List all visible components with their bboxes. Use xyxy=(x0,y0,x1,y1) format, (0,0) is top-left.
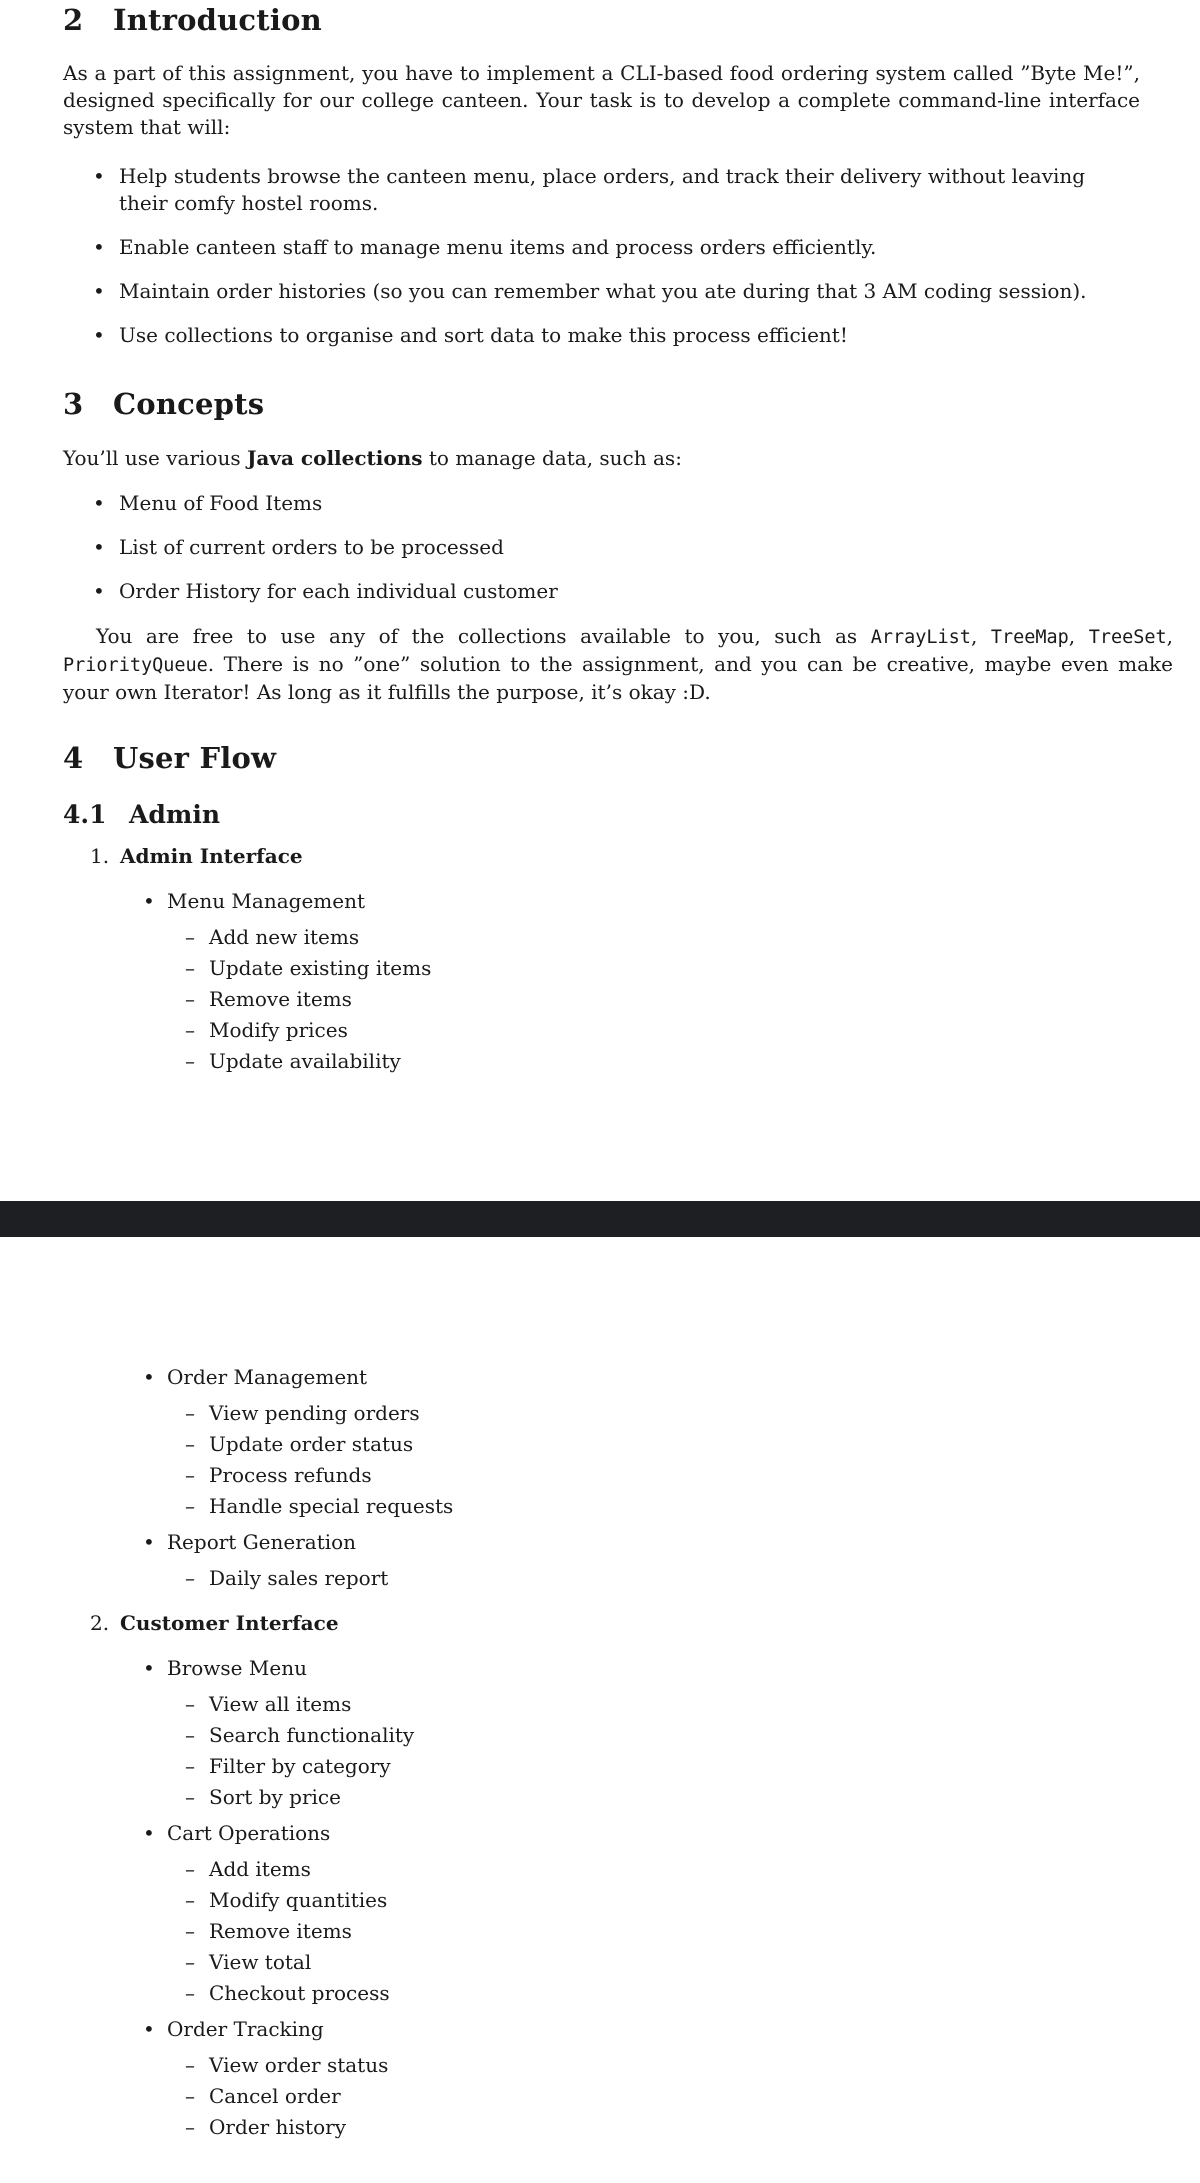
introduction-paragraph: As a part of this assignment, you have to implement a CLI-based food ordering system called ”Byte Me!”, designed specifically for our college canteen. Your task is to develop a complete command-line interface system that will: xyxy=(63,61,1140,139)
concepts-lead-emphasis: Java collections xyxy=(246,446,423,470)
list-item: – View order status xyxy=(63,2050,1140,2081)
code-treeset: TreeSet xyxy=(1088,627,1167,648)
list-item: • Maintain order histories (so you can remember what you ate during that 3 AM coding session). xyxy=(63,278,1140,305)
subsection-number: 4.1 xyxy=(63,800,107,829)
separator: , xyxy=(1068,624,1089,648)
customer-interface-item xyxy=(63,1610,1140,1637)
concepts-lead-text-end: to manage data, such as: xyxy=(422,446,682,470)
admin-interface-item xyxy=(63,843,1140,870)
concepts-para-text: You are free to use any of the collections available to you, such as xyxy=(96,624,871,648)
section-number: 3 xyxy=(63,387,84,421)
list-item: – Order history xyxy=(63,2112,1140,2143)
list-item: • Order Management xyxy=(63,1364,1140,1391)
order-tracking-list xyxy=(63,2016,1140,2043)
document-page-2 xyxy=(0,1237,1200,2183)
list-item: • Help students browse the canteen menu, place orders, and track their delivery without leaving their comfy hostel rooms. xyxy=(63,163,1140,217)
menu-management-subitems xyxy=(63,922,1140,1077)
report-generation-list xyxy=(63,1529,1140,1556)
cart-operations-list xyxy=(63,1820,1140,1847)
list-item: – Search functionality xyxy=(63,1720,1140,1751)
list-item: – Update order status xyxy=(63,1429,1140,1460)
cart-operations-subitems xyxy=(63,1854,1140,2009)
list-item: – Handle special requests xyxy=(63,1491,1140,1522)
list-item: • Menu of Food Items xyxy=(63,490,1140,517)
list-item: – Checkout process xyxy=(63,1978,1140,2009)
list-item: • Use collections to organise and sort data to make this process efficient! xyxy=(63,322,1140,349)
list-item: • Order Tracking xyxy=(63,2016,1140,2043)
list-item: – Remove items xyxy=(63,984,1140,1015)
code-treemap: TreeMap xyxy=(990,627,1069,648)
list-item: • Report Generation xyxy=(63,1529,1140,1556)
enum-number: 2. xyxy=(90,1611,110,1635)
list-item: • List of current orders to be processed xyxy=(63,534,1140,561)
concepts-paragraph xyxy=(63,623,1173,706)
separator: , xyxy=(1166,624,1174,648)
list-item: – Modify prices xyxy=(63,1015,1140,1046)
concepts-para-text-end: . There is no ”one” solution to the assignment, and you can be creative, maybe even make your own Iterator! As long as it fulfills the purpose, it’s okay :D. xyxy=(63,652,1173,704)
customer-enumeration xyxy=(63,1610,1140,1637)
list-item: – View total xyxy=(63,1947,1140,1978)
list-item: – View pending orders xyxy=(63,1398,1140,1429)
list-item: – Filter by category xyxy=(63,1751,1140,1782)
report-generation-subitems xyxy=(63,1563,1140,1594)
list-item: – View all items xyxy=(63,1689,1140,1720)
list-item: – Update existing items xyxy=(63,953,1140,984)
section-title: Concepts xyxy=(113,387,265,421)
list-item: – Add items xyxy=(63,1854,1140,1885)
enum-title: Admin Interface xyxy=(120,844,303,868)
subsection-title: Admin xyxy=(129,800,221,829)
list-item: – Daily sales report xyxy=(63,1563,1140,1594)
list-item: • Cart Operations xyxy=(63,1820,1140,1847)
concepts-lead xyxy=(63,445,1140,472)
section-number: 2 xyxy=(63,3,84,37)
section-concepts-heading xyxy=(63,387,265,421)
enum-number: 1. xyxy=(90,844,110,868)
list-item: – Modify quantities xyxy=(63,1885,1140,1916)
list-item: • Browse Menu xyxy=(63,1655,1140,1682)
order-management-subitems xyxy=(63,1398,1140,1522)
introduction-bullet-list xyxy=(63,163,1140,349)
section-title: User Flow xyxy=(113,741,277,775)
code-priorityqueue: PriorityQueue xyxy=(63,655,208,676)
concepts-bullet-list xyxy=(63,490,1140,605)
section-introduction-heading xyxy=(63,3,322,37)
list-item: – Remove items xyxy=(63,1916,1140,1947)
list-item: – Update availability xyxy=(63,1046,1140,1077)
list-item: – Add new items xyxy=(63,922,1140,953)
enum-title: Customer Interface xyxy=(120,1611,339,1635)
list-item: – Process refunds xyxy=(63,1460,1140,1491)
browse-menu-list xyxy=(63,1655,1140,1682)
subsection-admin-heading xyxy=(63,802,220,827)
menu-management-list xyxy=(63,888,1140,915)
list-item: • Menu Management xyxy=(63,888,1140,915)
section-title: Introduction xyxy=(113,3,322,37)
list-item: – Sort by price xyxy=(63,1782,1140,1813)
separator: , xyxy=(970,624,991,648)
admin-enumeration xyxy=(63,843,1140,870)
list-item: • Enable canteen staff to manage menu items and process orders efficiently. xyxy=(63,234,1140,261)
section-userflow-heading xyxy=(63,741,277,775)
section-number: 4 xyxy=(63,741,84,775)
browse-menu-subitems xyxy=(63,1689,1140,1813)
page-break-divider xyxy=(0,1201,1200,1237)
order-management-list xyxy=(63,1364,1140,1391)
concepts-lead-text: You’ll use various xyxy=(63,446,247,470)
order-tracking-subitems xyxy=(63,2050,1140,2143)
list-item: – Cancel order xyxy=(63,2081,1140,2112)
list-item: • Order History for each individual customer xyxy=(63,578,1140,605)
code-arraylist: ArrayList xyxy=(870,627,971,648)
